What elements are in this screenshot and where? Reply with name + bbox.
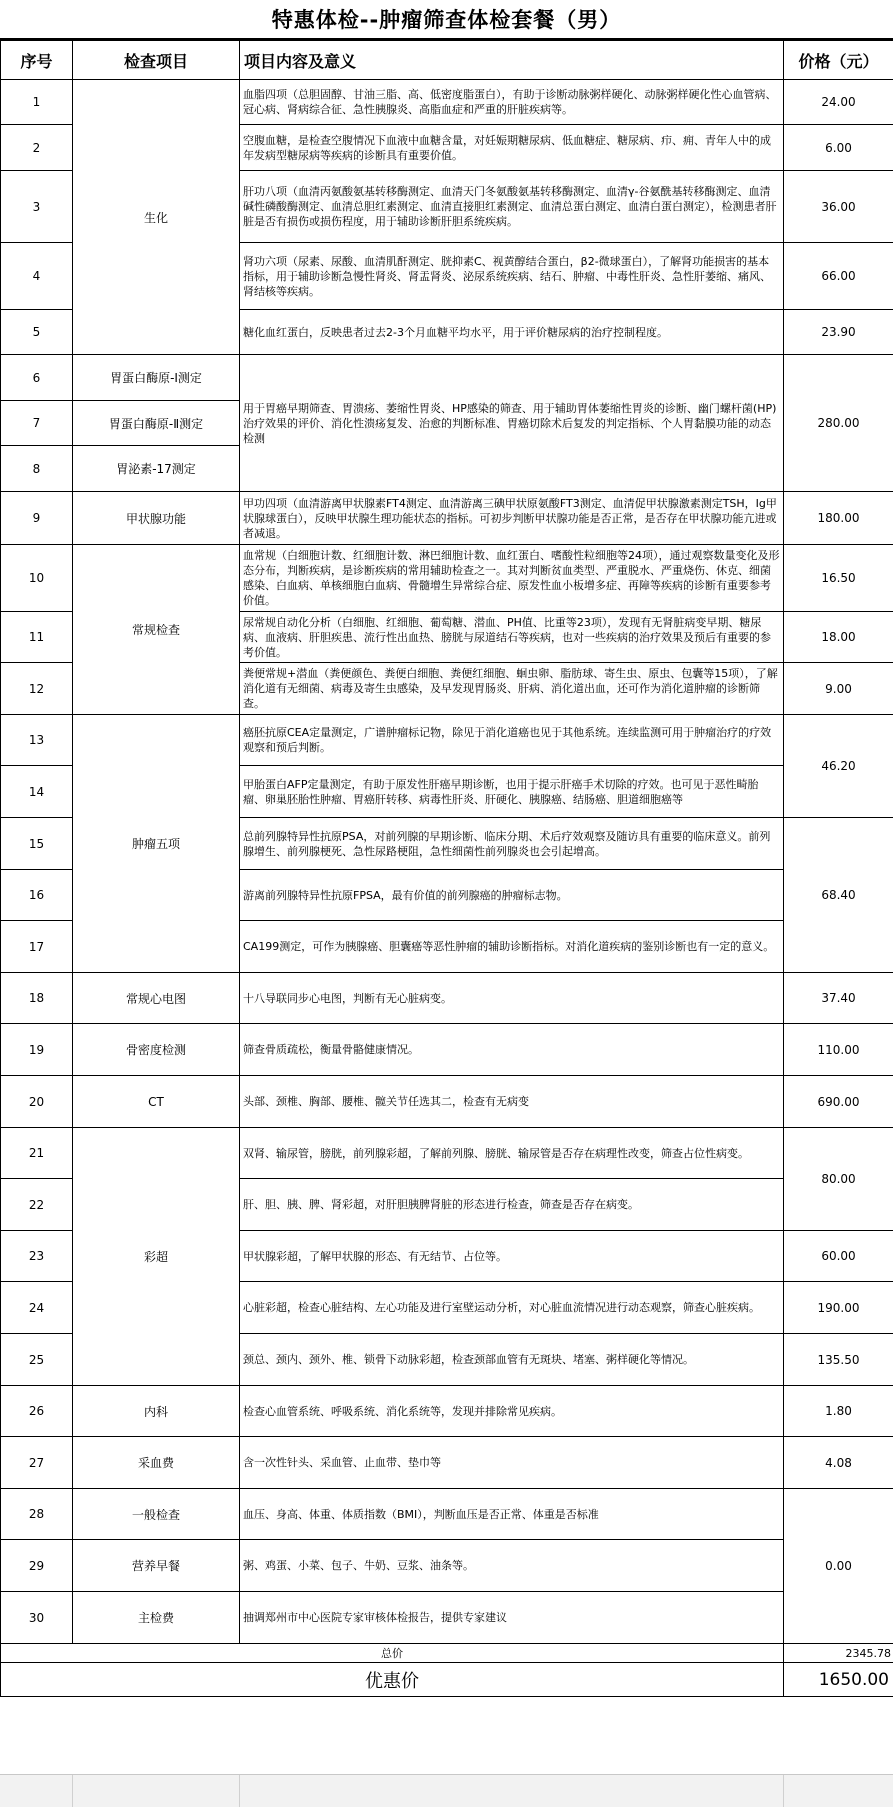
- row-desc: 粥、鸡蛋、小菜、包子、牛奶、豆浆、油条等。: [240, 1540, 784, 1592]
- row-no: 27: [1, 1437, 73, 1489]
- row-price: 68.40: [784, 818, 893, 973]
- row-desc: 甲状腺彩超，了解甲状腺的形态、有无结节、占位等。: [240, 1231, 784, 1282]
- row-no: 22: [1, 1179, 73, 1231]
- row-no: 17: [1, 921, 73, 973]
- table-row: [1, 1592, 893, 1644]
- row-no: 6: [1, 355, 73, 401]
- row-no: 4: [1, 243, 73, 310]
- row-no: 9: [1, 492, 73, 545]
- item-name: 胃泌素-17测定: [73, 446, 240, 492]
- discount-row: [1, 1663, 893, 1697]
- header-price: 价格（元）: [784, 41, 893, 80]
- row-desc: 血常规（白细胞计数、红细胞计数、淋巴细胞计数、血红蛋白、嗜酸性粒细胞等24项），通过观察数量变化及形态分布，判断疾病，是诊断疾病的常用辅助检查之一。其对判断贫血类型、严重脱水、严重烧伤、休克、细菌感染、白血病、单核细胞白血病、骨髓增生异常综合症、原发性血小板增多症、再障等疾病的诊断有重要参考价值。: [240, 545, 784, 612]
- row-price: 690.00: [784, 1076, 893, 1128]
- row-desc: 十八导联同步心电图，判断有无心脏病变。: [240, 973, 784, 1024]
- row-desc: 双肾、输尿管，膀胱，前列腺彩超，了解前列腺、膀胱、输尿管是否存在病理性改变，筛查占位性病变。: [240, 1128, 784, 1179]
- row-price: 4.08: [784, 1437, 893, 1489]
- item-name: 常规心电图: [73, 973, 240, 1024]
- row-price: 180.00: [784, 492, 893, 545]
- empty-sheet-area: [0, 1774, 893, 1807]
- row-no: 24: [1, 1282, 73, 1334]
- row-price: 60.00: [784, 1231, 893, 1282]
- item-name: 彩超: [73, 1128, 240, 1386]
- row-desc: 含一次性针头、采血管、止血带、垫巾等: [240, 1437, 784, 1489]
- row-no: 5: [1, 310, 73, 355]
- row-no: 10: [1, 545, 73, 612]
- total-label: 总价: [1, 1644, 784, 1663]
- row-price: 1.80: [784, 1386, 893, 1437]
- page-title: 特惠体检--肿瘤筛查体检套餐（男）: [0, 0, 893, 40]
- row-desc: 颈总、颈内、颈外、椎、锁骨下动脉彩超，检查颈部血管有无斑块、堵塞、粥样硬化等情况。: [240, 1334, 784, 1386]
- item-name: 肿瘤五项: [73, 715, 240, 973]
- row-no: 14: [1, 766, 73, 818]
- item-name: 胃蛋白酶原-Ⅱ测定: [73, 401, 240, 446]
- row-price: 0.00: [784, 1489, 893, 1644]
- grid-line: [239, 1775, 240, 1807]
- table-row: [1, 1437, 893, 1489]
- table-row: [1, 1386, 893, 1437]
- row-price: 24.00: [784, 80, 893, 125]
- header-no: 序号: [1, 41, 73, 80]
- row-price: 16.50: [784, 545, 893, 612]
- row-desc: 头部、颈椎、胸部、腰椎、髋关节任选其二，检查有无病变: [240, 1076, 784, 1128]
- row-price: 9.00: [784, 663, 893, 715]
- row-no: 30: [1, 1592, 73, 1644]
- item-name: CT: [73, 1076, 240, 1128]
- discount-label: 优惠价: [1, 1663, 784, 1697]
- row-price: 18.00: [784, 612, 893, 663]
- row-desc: 用于胃癌早期筛查、胃溃疡、萎缩性胃炎、HP感染的筛查、用于辅助胃体萎缩性胃炎的诊断、幽门螺杆菌(HP)治疗效果的评价、消化性溃疡复发、治愈的判断标准、胃癌切除术后复发的判定指标、个人胃黏膜功能的动态检测: [240, 355, 784, 492]
- grid-line: [72, 1775, 73, 1807]
- table-row: [1, 715, 893, 766]
- table-row: [1, 973, 893, 1024]
- row-no: 1: [1, 80, 73, 125]
- row-desc: 甲胎蛋白AFP定量测定，有助于原发性肝癌早期诊断，也用于提示肝癌手术切除的疗效。也可见于恶性畸胎瘤、卵巢胚胎性肿瘤、胃癌肝转移、病毒性肝炎、肝硬化、胰腺癌、结肠癌、胆道细胞癌等: [240, 766, 784, 818]
- row-price: 36.00: [784, 171, 893, 243]
- item-name: 胃蛋白酶原-Ⅰ测定: [73, 355, 240, 401]
- package-table: [0, 40, 893, 1697]
- row-price: 46.20: [784, 715, 893, 818]
- row-no: 13: [1, 715, 73, 766]
- row-desc: 空腹血糖，是检查空腹情况下血液中血糖含量，对妊娠期糖尿病、低血糖症、糖尿病、疖、痈、青年人中的成年发病型糖尿病等疾病的诊断具有重要价值。: [240, 125, 784, 171]
- table-header: [1, 41, 893, 80]
- row-desc: 肝、胆、胰、脾、肾彩超，对肝胆胰脾肾脏的形态进行检查，筛查是否存在病变。: [240, 1179, 784, 1231]
- row-price: 190.00: [784, 1282, 893, 1334]
- row-desc: 心脏彩超，检查心脏结构、左心功能及进行室壁运动分析，对心脏血流情况进行动态观察，筛查心脏疾病。: [240, 1282, 784, 1334]
- row-desc: CA199测定，可作为胰腺癌、胆囊癌等恶性肿瘤的辅助诊断指标。对消化道疾病的鉴别诊断也有一定的意义。: [240, 921, 784, 973]
- row-no: 2: [1, 125, 73, 171]
- table-row: [1, 492, 893, 545]
- row-desc: 检查心血管系统、呼吸系统、消化系统等，发现并排除常见疾病。: [240, 1386, 784, 1437]
- row-desc: 血脂四项（总胆固醇、甘油三脂、高、低密度脂蛋白），有助于诊断动脉粥样硬化、动脉粥样硬化性心血管病、冠心病、肾病综合征、急性胰腺炎、高脂血症和严重的肝脏疾病等。: [240, 80, 784, 125]
- row-desc: 血压、身高、体重、体质指数（BMI），判断血压是否正常、体重是否标准: [240, 1489, 784, 1540]
- table-row: [1, 1024, 893, 1076]
- row-price: 6.00: [784, 125, 893, 171]
- item-name: 内科: [73, 1386, 240, 1437]
- grid-line: [783, 1775, 784, 1807]
- row-desc: 肝功八项（血清丙氨酸氨基转移酶测定、血清天门冬氨酸氨基转移酶测定、血清γ-谷氨酰基转移酶测定、血清碱性磷酸酶测定、血清总胆红素测定、血清直接胆红素测定、血清总蛋白测定、血清白蛋白测定），检测患者肝脏是否有损伤或损伤程度，用于辅助诊断肝胆系统疾病。: [240, 171, 784, 243]
- row-no: 3: [1, 171, 73, 243]
- table-row: [1, 1540, 893, 1592]
- table-row: [1, 545, 893, 612]
- item-name: 一般检查: [73, 1489, 240, 1540]
- item-name: 骨密度检测: [73, 1024, 240, 1076]
- total-row: [1, 1644, 893, 1663]
- discount-value: 1650.00: [784, 1663, 893, 1697]
- item-name: 生化: [73, 80, 240, 355]
- row-no: 28: [1, 1489, 73, 1540]
- row-desc: 总前列腺特异性抗原PSA，对前列腺的早期诊断、临床分期、术后疗效观察及随访具有重要的临床意义。前列腺增生、前列腺梗死、急性尿路梗阻，急性细菌性前列腺炎也会引起增高。: [240, 818, 784, 870]
- row-no: 26: [1, 1386, 73, 1437]
- row-price: 110.00: [784, 1024, 893, 1076]
- table-row: [1, 1076, 893, 1128]
- row-price: 66.00: [784, 243, 893, 310]
- item-name: 营养早餐: [73, 1540, 240, 1592]
- row-desc: 筛查骨质疏松，衡量骨骼健康情况。: [240, 1024, 784, 1076]
- header-item: 检查项目: [73, 41, 240, 80]
- row-no: 8: [1, 446, 73, 492]
- item-name: 甲状腺功能: [73, 492, 240, 545]
- row-desc: 抽调郑州市中心医院专家审核体检报告，提供专家建议: [240, 1592, 784, 1644]
- item-name: 采血费: [73, 1437, 240, 1489]
- row-price: 37.40: [784, 973, 893, 1024]
- row-desc: 肾功六项（尿素、尿酸、血清肌酐测定、胱抑素C、视黄醇结合蛋白，β2-微球蛋白），了解肾功能损害的基本指标，用于辅助诊断急慢性肾炎、肾盂肾炎、泌尿系统疾病、结石、肿瘤、中毒性肝炎、急性肝萎缩、痛风、肾结核等疾病。: [240, 243, 784, 310]
- row-price: 135.50: [784, 1334, 893, 1386]
- row-desc: 甲功四项（血清游离甲状腺素FT4测定、血清游离三碘甲状原氨酸FT3测定、血清促甲状腺激素测定TSH，Ig甲状腺球蛋白），反映甲状腺生理功能状态的指标。可初步判断甲状腺功能是否正常，是否存在甲状腺功能亢进或者减退。: [240, 492, 784, 545]
- row-no: 18: [1, 973, 73, 1024]
- table-row: [1, 1128, 893, 1179]
- table-row: [1, 355, 893, 401]
- row-price: 80.00: [784, 1128, 893, 1231]
- row-no: 15: [1, 818, 73, 870]
- row-desc: 癌胚抗原CEA定量测定，广谱肿瘤标记物，除见于消化道癌也见于其他系统。连续监测可用于肿瘤治疗的疗效观察和预后判断。: [240, 715, 784, 766]
- row-no: 19: [1, 1024, 73, 1076]
- row-no: 21: [1, 1128, 73, 1179]
- item-name: 常规检查: [73, 545, 240, 715]
- row-no: 29: [1, 1540, 73, 1592]
- row-desc: 糖化血红蛋白，反映患者过去2-3个月血糖平均水平，用于评价糖尿病的治疗控制程度。: [240, 310, 784, 355]
- row-desc: 尿常规自动化分析（白细胞、红细胞、葡萄糖、潜血、PH值、比重等23项），发现有无肾脏病变早期、糖尿病、血液病、肝胆疾患、流行性出血热、膀胱与尿道结石等疾病，也对一些疾病的治疗效果及预后有重要的参考价值。: [240, 612, 784, 663]
- row-no: 20: [1, 1076, 73, 1128]
- row-no: 25: [1, 1334, 73, 1386]
- row-price: 280.00: [784, 355, 893, 492]
- table-row: [1, 1489, 893, 1540]
- item-name: 主检费: [73, 1592, 240, 1644]
- row-no: 16: [1, 870, 73, 921]
- row-no: 7: [1, 401, 73, 446]
- row-desc: 粪便常规+潜血（粪便颜色、粪便白细胞、粪便红细胞、蛔虫卵、脂肪球、寄生虫、原虫、包囊等15项），了解消化道有无细菌、病毒及寄生虫感染，及早发现胃肠炎、肝病、消化道出血，还可作为消化道肿瘤的诊断筛查。: [240, 663, 784, 715]
- total-value: 2345.78: [784, 1644, 893, 1663]
- row-no: 23: [1, 1231, 73, 1282]
- row-price: 23.90: [784, 310, 893, 355]
- row-no: 11: [1, 612, 73, 663]
- row-no: 12: [1, 663, 73, 715]
- row-desc: 游离前列腺特异性抗原FPSA，最有价值的前列腺癌的肿瘤标志物。: [240, 870, 784, 921]
- table-row: [1, 80, 893, 125]
- header-desc: 项目内容及意义: [240, 41, 784, 80]
